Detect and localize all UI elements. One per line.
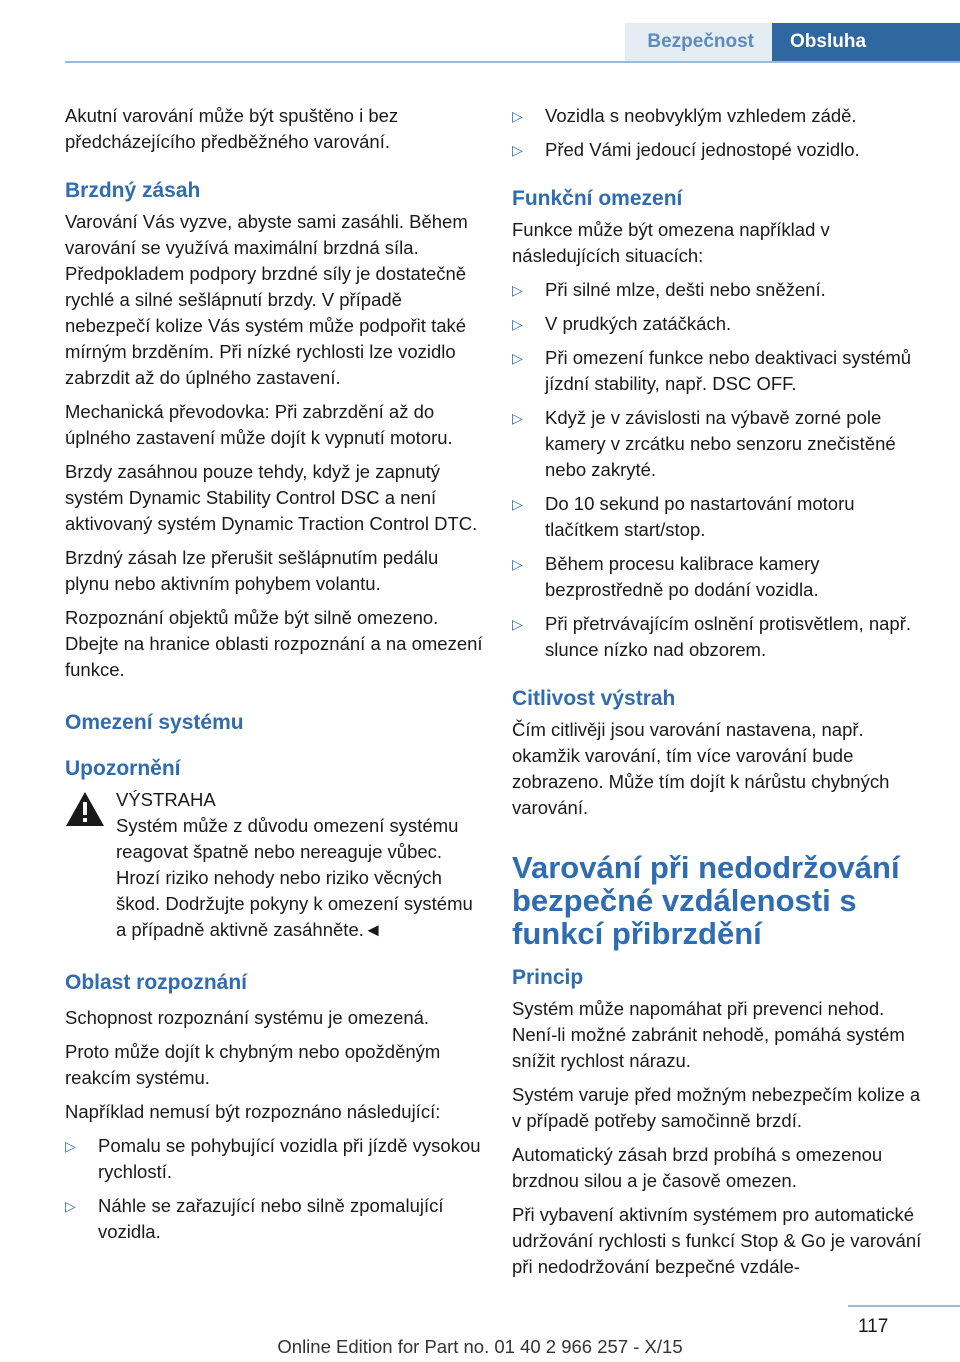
heading-warning-sensitivity: Citlivost výstrah <box>512 687 676 710</box>
detection-list-right <box>512 103 928 163</box>
section-title: Varování při nedodržování bezpečné vzdálenosti s funkcí přibrzdění <box>512 850 900 951</box>
triangle-bullet-icon: ▷ <box>512 410 523 426</box>
triangle-bullet-icon: ▷ <box>512 142 523 158</box>
function-paragraph-1: Funkce může být omezena například v následujících situacích: <box>512 219 830 266</box>
page-number: 117 <box>858 1316 889 1337</box>
principle-paragraph-2: Systém varuje před možným nebezpečím kolize a v případě potřeby samočinně brzdí. <box>512 1084 921 1131</box>
left-column <box>65 103 483 1253</box>
list-item: ▷ Při silné mlze, dešti nebo sněžení. <box>512 277 928 303</box>
heading-principle: Princip <box>512 966 584 989</box>
footer-divider <box>848 1305 960 1307</box>
list-item: ▷ Během procesu kalibrace kamery bezprostředně po dodání vozidla. <box>512 553 820 600</box>
triangle-bullet-icon: ▷ <box>65 1138 76 1154</box>
heading-function-limits: Funkční omezení <box>512 187 683 210</box>
heading-detection-area: Oblast rozpoznání <box>65 971 248 994</box>
list-item: ▷ Když je v závislosti na výbavě zorné pole kamery v zrcátku nebo senzoru znečistěné nebo zakryté. <box>512 407 896 480</box>
warning-text: Systém může z důvodu omezení systému reagovat špatně nebo nereaguje vůbec. Hrozí riziko nehody nebo riziko věcných škod. Dodržujte pokyny k omezení systému a případně aktivně zasáhněte.◄ <box>116 815 473 940</box>
edition-footer: Online Edition for Part no. 01 40 2 966 257 - X/15 <box>277 1336 683 1357</box>
brake-paragraph-5: Rozpoznání objektů může být silně omezeno. Dbejte na hranice oblasti rozpoznání a na omezení funkce. <box>65 607 483 680</box>
brake-paragraph-2: Mechanická převodovka: Při zabrzdění až do úplného zastavení může dojít k vypnutí motoru. <box>65 401 453 448</box>
list-item: ▷ Náhle se zařazující nebo silně zpomalující vozidla. <box>65 1195 444 1242</box>
list-item: ▷ V prudkých zatáčkách. <box>512 311 928 337</box>
triangle-bullet-icon: ▷ <box>512 282 523 298</box>
list-item: ▷ Při omezení funkce nebo deaktivaci systémů jízdní stability, např. DSC OFF. <box>512 347 912 394</box>
triangle-bullet-icon: ▷ <box>512 496 523 512</box>
principle-paragraph-4: Při vybavení aktivním systémem pro automatické udržování rychlosti s funkcí Stop & Go je varování při nedodržování bezpečné vzdále- <box>512 1204 922 1277</box>
brake-paragraph-3: Brzdy zasáhnou pouze tehdy, když je zapnutý systém Dynamic Stability Control DSC a není aktivovaný systém Dynamic Traction Control DTC. <box>65 461 478 534</box>
tab-obsluha[interactable]: Obsluha <box>772 23 960 61</box>
warning-box <box>65 787 483 943</box>
triangle-bullet-icon: ▷ <box>65 1198 76 1214</box>
intro-paragraph: Akutní varování může být spuštěno i bez předcházejícího předběžného varování. <box>65 105 399 152</box>
tab-bezpecnost[interactable]: Bezpečnost <box>625 23 772 61</box>
triangle-bullet-icon: ▷ <box>512 616 523 632</box>
detection-paragraph-1: Schopnost rozpoznání systému je omezená. <box>65 1007 430 1028</box>
warning-title: VÝSTRAHA <box>116 789 216 810</box>
principle-paragraph-1: Systém může napomáhat při prevenci nehod. Není-li možné zabránit nehodě, pomáhá systém snížit rychlost nárazu. <box>512 998 905 1071</box>
triangle-bullet-icon: ▷ <box>512 350 523 366</box>
heading-notice: Upozornění <box>65 757 181 780</box>
list-item: ▷ Vozidla s neobvyklým vzhledem zádě. <box>512 103 928 129</box>
list-item: ▷ Do 10 sekund po nastartování motoru tlačítkem start/stop. <box>512 493 855 540</box>
detection-paragraph-3: Například nemusí být rozpoznáno následující: <box>65 1101 441 1122</box>
header-tabs <box>625 23 960 61</box>
triangle-bullet-icon: ▷ <box>512 108 523 124</box>
principle-paragraph-3: Automatický zásah brzd probíhá s omezenou brzdnou silou a je časově omezen. <box>512 1144 883 1191</box>
heading-brake-intervention: Brzdný zásah <box>65 179 201 202</box>
function-list <box>512 277 928 663</box>
header-divider <box>65 61 960 63</box>
sensitivity-paragraph-1: Čím citlivěji jsou varování nastavena, např. okamžik varování, tím více varování bude zobrazeno. Může tím dojít k nárůstu chybných varování. <box>512 719 890 818</box>
list-item: ▷ Při přetrvávajícím oslnění protisvětlem, např. slunce nízko nad obzorem. <box>512 613 912 660</box>
warning-triangle-icon <box>65 791 105 827</box>
list-item: ▷ Pomalu se pohybující vozidla při jízdě vysokou rychlostí. <box>65 1135 481 1182</box>
triangle-bullet-icon: ▷ <box>512 556 523 572</box>
right-column <box>512 103 928 1288</box>
detection-list-left <box>65 1133 483 1245</box>
brake-paragraph-4: Brzdný zásah lze přerušit sešlápnutím pedálu plynu nebo aktivním pohybem volantu. <box>65 547 439 594</box>
list-item: ▷ Před Vámi jedoucí jednostopé vozidlo. <box>512 137 928 163</box>
detection-paragraph-2: Proto může dojít k chybným nebo opožděným reakcím systému. <box>65 1041 441 1088</box>
heading-system-limits: Omezení systému <box>65 711 244 734</box>
brake-paragraph-1: Varování Vás vyzve, abyste sami zasáhli. Během varování se využívá maximální brzdná síla. Předpokladem podpory brzdné síly je dostatečně rychlé a silné sešlápnutí brzdy. V případě nebezpečí kolize Vás systém může podpořit také mírným brzděním. Při nízké rychlosti lze vozidlo zabrzdit až do úplného zastavení. <box>65 211 468 388</box>
triangle-bullet-icon: ▷ <box>512 316 523 332</box>
